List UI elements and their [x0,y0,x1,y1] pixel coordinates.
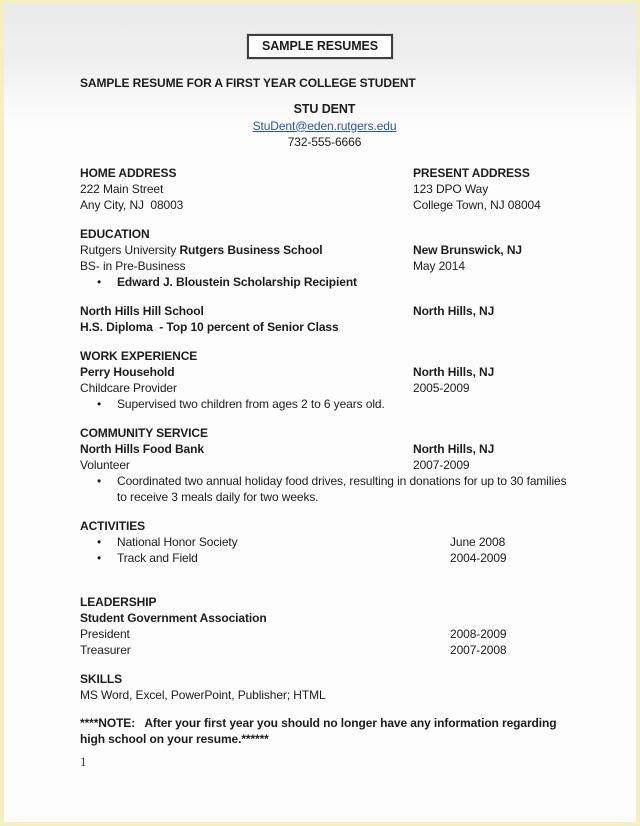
work-bullet-row [80,396,569,412]
highschool-location: North Hills, NJ [413,303,495,318]
contact-email-link[interactable]: StuDent@eden.rutgers.edu [252,118,397,133]
community-dates: 2007-2009 [413,457,470,472]
education-degree-row [80,258,569,274]
contact-phone: 732-555-6666 [287,135,362,149]
work-organization: Perry Household [80,364,175,379]
leadership-date: 2008-2009 [450,626,507,641]
activities-heading: ACTIVITIES [80,518,146,533]
resume-content [4,75,636,770]
highschool-diploma: H.S. Diploma - Top 10 percent of Senior Class [80,319,339,334]
activity-row [80,550,569,566]
community-org-row [80,441,569,457]
activity-date: June 2008 [450,534,506,549]
education-college-school-name: Rutgers University [80,242,180,257]
activity-date: 2004-2009 [450,550,507,565]
bullet-icon: • [97,473,102,488]
education-bullet-text: Edward J. Bloustein Scholarship Recipient [117,274,357,289]
banner-row [4,4,636,59]
page-number: 1 [80,753,87,769]
leadership-heading: LEADERSHIP [80,594,157,609]
skills-text: MS Word, Excel, PowerPoint, Publisher; HTML [80,687,326,702]
home-address-heading: HOME ADDRESS [80,165,177,180]
leadership-role: Treasurer [80,642,131,657]
education-date: May 2014 [413,258,465,273]
contact-name: STU DENT [293,102,356,116]
work-role: Childcare Provider [80,380,177,395]
community-service-heading: COMMUNITY SERVICE [80,425,208,440]
education-college-location: New Brunswick, NJ [413,242,523,257]
work-location: North Hills, NJ [413,364,495,379]
page-banner: SAMPLE RESUMES [247,34,393,59]
community-bullet-row [80,473,569,505]
document-title: SAMPLE RESUME FOR A FIRST YEAR COLLEGE STUDENT [80,76,416,90]
present-address-line2: College Town, NJ 08004 [413,197,541,212]
leadership-date: 2007-2008 [450,642,507,657]
skills-heading: SKILLS [80,671,123,686]
community-location: North Hills, NJ [413,441,495,456]
address-line1-row [80,181,569,197]
work-bullet-text: Supervised two children from ages 2 to 6 years old. [117,396,385,411]
contact-email-row [80,118,569,135]
home-address-line2: Any City, NJ 08003 [80,197,184,212]
activity-label: Track and Field [117,550,198,565]
highschool-row [80,303,569,319]
leadership-organization: Student Government Association [80,610,267,625]
work-dates: 2005-2009 [413,380,470,395]
work-role-row [80,380,569,396]
work-experience-heading: WORK EXPERIENCE [80,348,198,363]
community-role-row [80,457,569,473]
present-address-line1: 123 DPO Way [413,181,489,196]
bullet-icon: • [97,396,102,411]
bullet-icon: • [97,534,102,549]
community-bullet-text: Coordinated two annual holiday food drives, resulting in donations for up to 30 families to receive 3 meals daily for two weeks. [117,473,570,504]
home-address-line1: 222 Main Street [80,181,164,196]
leadership-row [80,626,569,642]
education-heading: EDUCATION [80,226,150,241]
community-organization: North Hills Food Bank [80,441,204,456]
education-college-school-unit: Rutgers Business School [179,242,323,257]
education-college-school [80,242,413,258]
bullet-icon: • [97,274,102,289]
education-college-row [80,242,569,258]
present-address-heading: PRESENT ADDRESS [413,165,530,180]
activity-row [80,534,569,550]
highschool-name: North Hills Hill School [80,303,204,318]
community-role: Volunteer [80,457,130,472]
work-org-row [80,364,569,380]
address-line2-row [80,197,569,213]
education-degree: BS- in Pre-Business [80,258,186,273]
address-headings-row [80,165,569,181]
activity-label: National Honor Society [117,534,238,549]
contact-block [80,101,569,151]
leadership-role: President [80,626,130,641]
education-bullet-row [80,274,569,290]
leadership-row [80,642,569,658]
bullet-icon: • [97,550,102,565]
note-text: ****NOTE: After your first year you should no longer have any information regarding high school on your resume.****** [80,715,560,746]
